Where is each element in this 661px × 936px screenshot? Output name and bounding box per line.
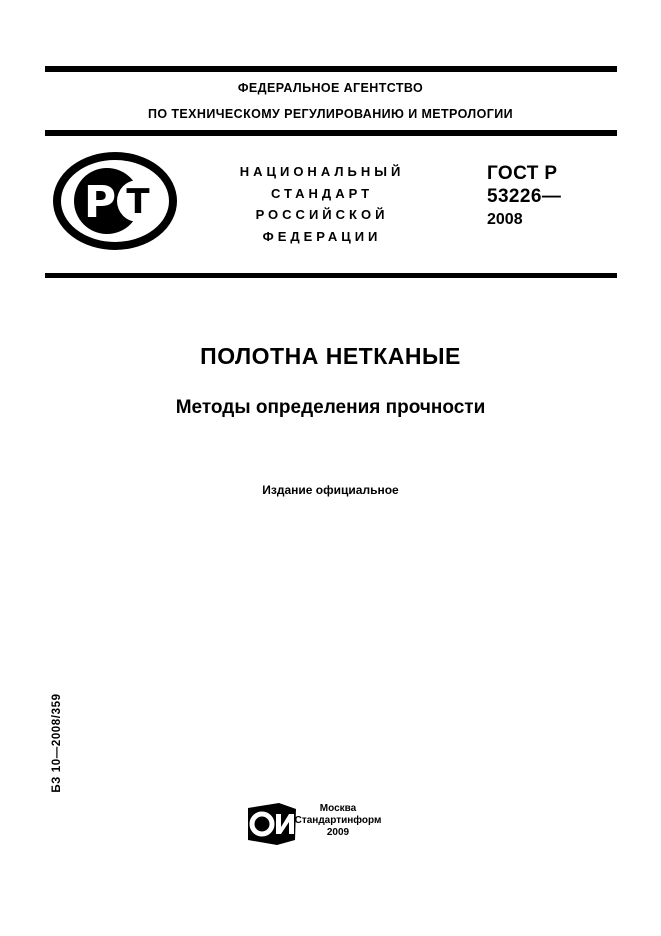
imprint-year: 2009 (326, 827, 350, 838)
agency-name-line2: ПО ТЕХНИЧЕСКОМУ РЕГУЛИРОВАНИЮ И МЕТРОЛОГИИ (148, 107, 513, 121)
document-subtitle: Методы определения прочности (175, 397, 486, 418)
spine-code: БЗ 10—2008/359 (51, 693, 63, 793)
lower-rule (45, 273, 617, 278)
imprint-city: Москва (319, 803, 357, 814)
standard-type-line: ФЕДЕРАЦИИ (262, 228, 382, 244)
edition-note: Издание официальное (262, 483, 399, 497)
standard-designation (487, 162, 561, 231)
imprint-block (288, 803, 388, 839)
document-title: ПОЛОТНА НЕТКАНЫЕ (200, 343, 461, 369)
svg-text:Р: Р (83, 177, 117, 228)
agency-name-line1: ФЕДЕРАЛЬНОЕ АГЕНТСТВО (237, 81, 424, 95)
middle-rule (45, 130, 617, 136)
standard-type-line: РОССИЙСКОЙ (255, 207, 389, 222)
svg-text:Т: Т (126, 182, 150, 222)
rosstandart-rst-logo-icon (52, 151, 178, 252)
designation-line2: 53226— (487, 186, 562, 207)
standard-type-line: НАЦИОНАЛЬНЫЙ (239, 164, 405, 179)
standard-type-block (222, 161, 422, 247)
imprint-publisher: Стандартинформ (294, 815, 382, 826)
designation-line3: 2008 (487, 211, 523, 228)
top-rule (45, 66, 617, 72)
standard-type-line: СТАНДАРТ (270, 185, 374, 201)
designation-line1: ГОСТ Р (487, 163, 558, 184)
